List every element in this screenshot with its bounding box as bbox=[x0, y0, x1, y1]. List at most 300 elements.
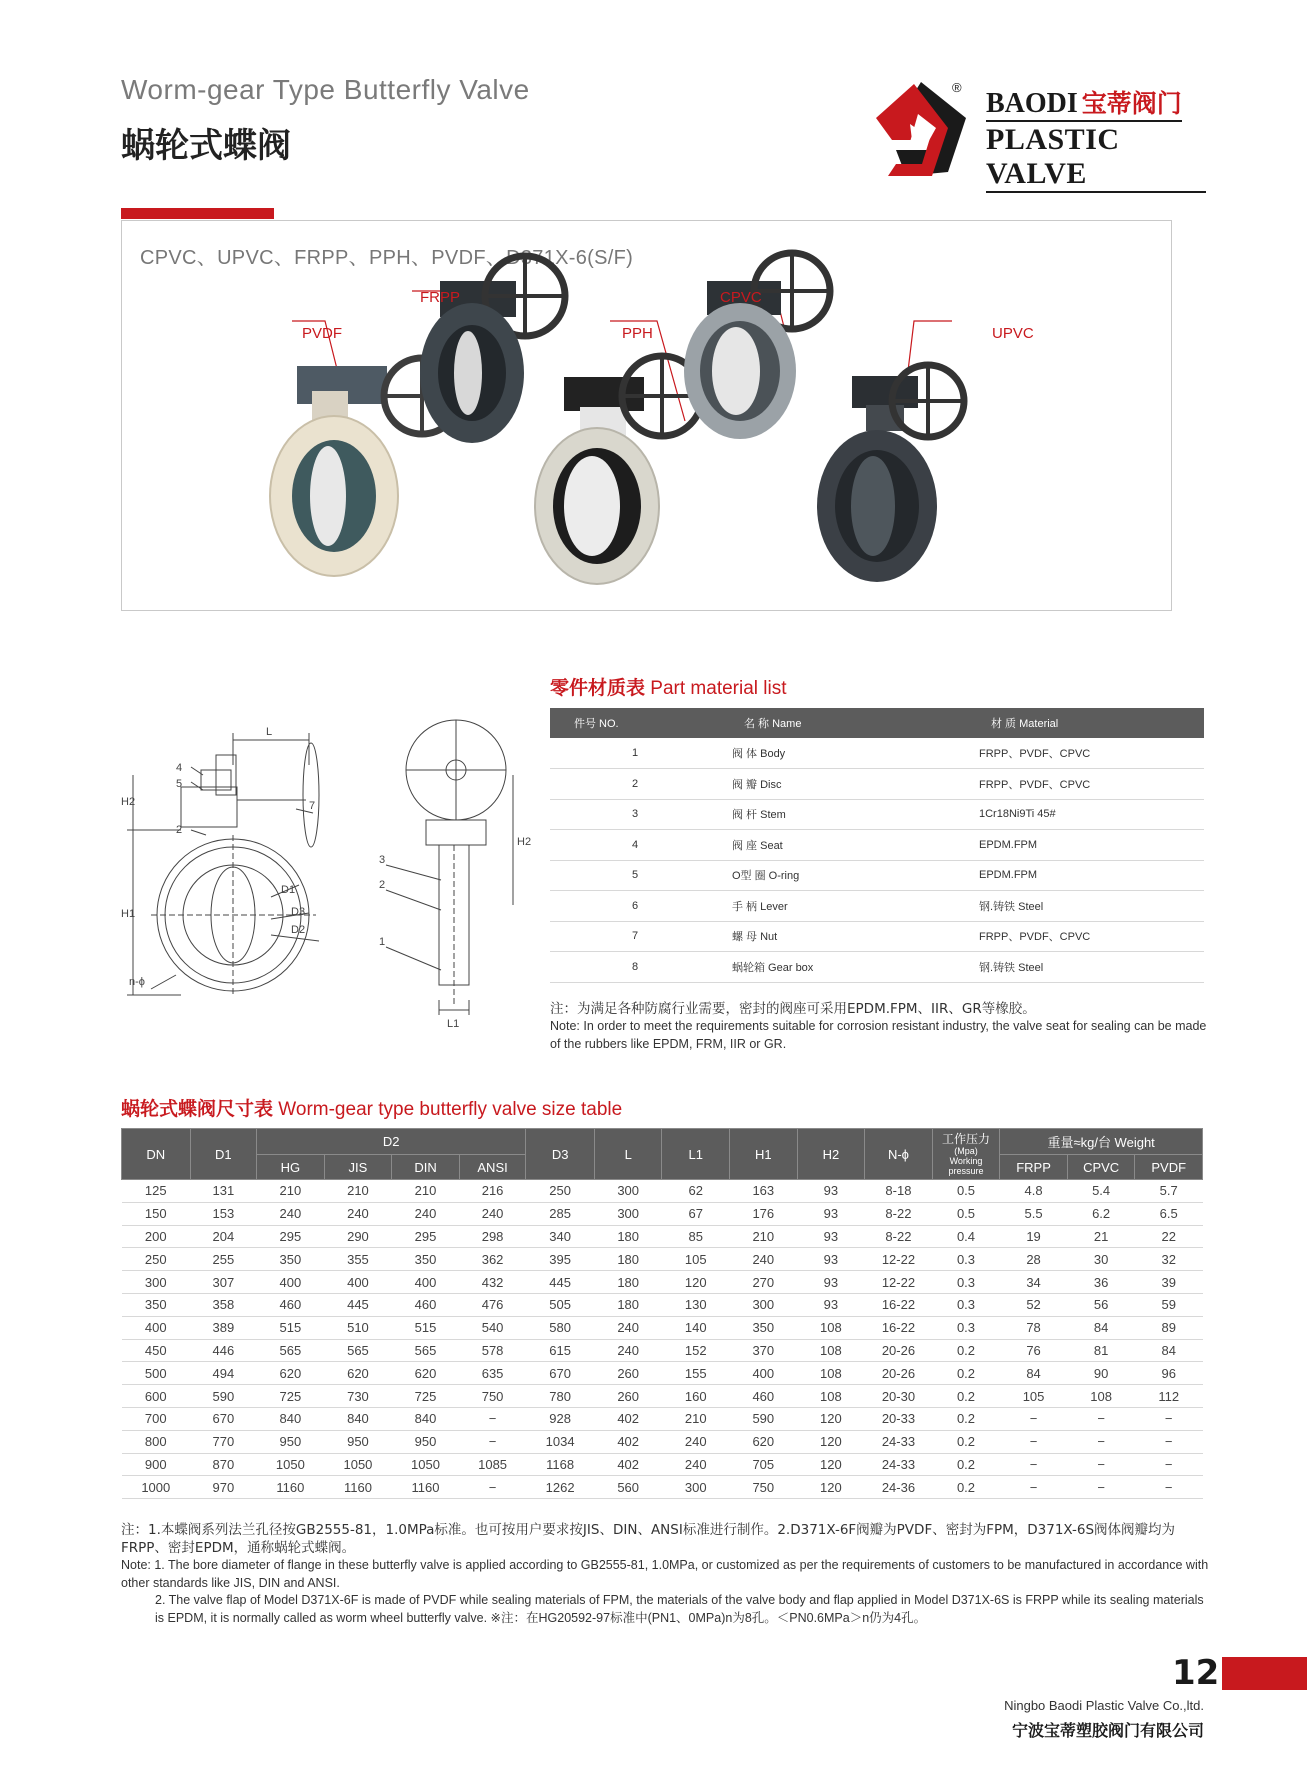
parts-row bbox=[550, 799, 1204, 830]
size-row bbox=[122, 1453, 1203, 1476]
size-cell-pvdf: 22 bbox=[1135, 1225, 1203, 1248]
footnote-en-1: Note: 1. The bore diameter of flange in these butterfly valve is applied according to GB2555-81, 1.0MPa, or customized as per the requirements of customers to be manufactured in accordance with other standards like JIS, DIN and ANSI. bbox=[121, 1558, 1209, 1590]
size-header-d3: D3 bbox=[526, 1129, 595, 1180]
size-cell-ansi: 476 bbox=[459, 1293, 526, 1316]
size-cell-l: 560 bbox=[594, 1476, 662, 1499]
parts-cell-material: 钢.铸铁 Steel bbox=[967, 952, 1204, 983]
pressure-unit: (Mpa) bbox=[954, 1145, 978, 1156]
size-cell-l1: 62 bbox=[662, 1180, 730, 1203]
pressure-en-2: pressure bbox=[948, 1165, 984, 1176]
size-cell-frpp: 105 bbox=[1000, 1385, 1068, 1408]
size-cell-n: 16-22 bbox=[865, 1293, 933, 1316]
size-cell-hg: 1050 bbox=[257, 1453, 325, 1476]
size-cell-din: 350 bbox=[392, 1248, 460, 1271]
size-cell-h1: 400 bbox=[730, 1362, 798, 1385]
size-cell-l: 180 bbox=[594, 1225, 662, 1248]
size-cell-h2: 93 bbox=[797, 1293, 865, 1316]
size-cell-jis: 730 bbox=[324, 1385, 392, 1408]
size-cell-h1: 370 bbox=[730, 1339, 798, 1362]
size-row bbox=[122, 1293, 1203, 1316]
size-cell-d3: 928 bbox=[526, 1407, 595, 1430]
parts-header-name: 名 称 Name bbox=[720, 708, 967, 738]
drawing-label-h1: H1 bbox=[121, 908, 136, 920]
baodi-logo-icon bbox=[866, 80, 976, 180]
technical-drawing bbox=[121, 705, 541, 1045]
size-cell-n: 8-18 bbox=[865, 1180, 933, 1203]
size-cell-n: 8-22 bbox=[865, 1202, 933, 1225]
footnote-en-2: 2. The valve flap of Model D371X-6F is made of PVDF while sealing materials of FPM, the materials of the valve body and flap applied in Model D371X-6S is FRPP while its sealing materials is EPDM, it is normally called as worm wheel butterfly valve. ※注：在HG20592-97标准中(PN1、0MPa)n为8孔。＜PN0.6MPa＞n仍为4孔。 bbox=[155, 1593, 1204, 1625]
drawing-label-l: L bbox=[266, 726, 273, 738]
size-cell-ansi: − bbox=[459, 1476, 526, 1499]
size-cell-h2: 93 bbox=[797, 1180, 865, 1203]
size-cell-d1: 204 bbox=[190, 1225, 257, 1248]
size-cell-cpvc: 36 bbox=[1067, 1271, 1135, 1294]
size-cell-dn: 150 bbox=[122, 1202, 191, 1225]
size-cell-h2: 120 bbox=[797, 1407, 865, 1430]
size-cell-din: 210 bbox=[392, 1180, 460, 1203]
size-cell-l: 240 bbox=[594, 1316, 662, 1339]
drawing-label-l1: L1 bbox=[447, 1018, 460, 1030]
size-cell-h1: 210 bbox=[730, 1225, 798, 1248]
parts-note-cn: 注：为满足各种防腐行业需要，密封的阀座可采用EPDM.FPM、IIR、GR等橡胶。 bbox=[550, 1001, 1036, 1017]
parts-row bbox=[550, 769, 1204, 800]
size-cell-pvdf: 39 bbox=[1135, 1271, 1203, 1294]
size-cell-l1: 210 bbox=[662, 1407, 730, 1430]
size-cell-jis: 840 bbox=[324, 1407, 392, 1430]
size-cell-dn: 250 bbox=[122, 1248, 191, 1271]
size-cell-n: 16-22 bbox=[865, 1316, 933, 1339]
size-cell-cpvc: 56 bbox=[1067, 1293, 1135, 1316]
size-cell-l: 180 bbox=[594, 1293, 662, 1316]
size-cell-hg: 350 bbox=[257, 1248, 325, 1271]
size-cell-cpvc: 21 bbox=[1067, 1225, 1135, 1248]
size-cell-dn: 400 bbox=[122, 1316, 191, 1339]
materials-line: CPVC、UPVC、FRPP、PPH、PVDF、D371X-6(S/F) bbox=[140, 247, 634, 269]
size-cell-l: 402 bbox=[594, 1453, 662, 1476]
size-cell-d3: 580 bbox=[526, 1316, 595, 1339]
size-cell-din: 1050 bbox=[392, 1453, 460, 1476]
logo-top-line bbox=[986, 88, 1182, 122]
size-cell-frpp: 76 bbox=[1000, 1339, 1068, 1362]
parts-note-en: Note: In order to meet the requirements suitable for corrosion resistant industry, the valve seat for sealing can be made of the rubbers like EPDM, FRM, IIR or GR. bbox=[550, 1019, 1207, 1051]
size-cell-h1: 163 bbox=[730, 1180, 798, 1203]
size-cell-frpp: 5.5 bbox=[1000, 1202, 1068, 1225]
size-cell-jis: 565 bbox=[324, 1339, 392, 1362]
size-cell-d3: 445 bbox=[526, 1271, 595, 1294]
parts-header-material: 材 质 Material bbox=[967, 708, 1204, 738]
parts-cell-no: 8 bbox=[550, 952, 720, 983]
size-cell-l1: 67 bbox=[662, 1202, 730, 1225]
size-cell-din: 240 bbox=[392, 1202, 460, 1225]
page-number: 12 bbox=[1172, 1653, 1220, 1693]
size-cell-h1: 350 bbox=[730, 1316, 798, 1339]
size-cell-pressure: 0.3 bbox=[932, 1316, 1000, 1339]
size-cell-pressure: 0.2 bbox=[932, 1385, 1000, 1408]
logo-bottom-line: PLASTIC VALVE bbox=[986, 123, 1206, 193]
logo-top-cn: 宝蒂阀门 bbox=[1081, 89, 1182, 118]
size-cell-pressure: 0.2 bbox=[932, 1407, 1000, 1430]
size-cell-ansi: 432 bbox=[459, 1271, 526, 1294]
size-cell-din: 460 bbox=[392, 1293, 460, 1316]
size-cell-l1: 240 bbox=[662, 1430, 730, 1453]
size-header-cpvc: CPVC bbox=[1067, 1155, 1135, 1180]
size-cell-jis: 1160 bbox=[324, 1476, 392, 1499]
size-cell-hg: 725 bbox=[257, 1385, 325, 1408]
size-cell-l: 180 bbox=[594, 1248, 662, 1271]
size-cell-pvdf: − bbox=[1135, 1453, 1203, 1476]
size-cell-n: 20-26 bbox=[865, 1339, 933, 1362]
size-cell-cpvc: − bbox=[1067, 1407, 1135, 1430]
size-cell-h2: 120 bbox=[797, 1453, 865, 1476]
size-cell-d1: 255 bbox=[190, 1248, 257, 1271]
size-cell-pvdf: 96 bbox=[1135, 1362, 1203, 1385]
size-cell-l: 180 bbox=[594, 1271, 662, 1294]
size-header-l: L bbox=[594, 1129, 662, 1180]
size-cell-l: 260 bbox=[594, 1385, 662, 1408]
size-cell-d1: 153 bbox=[190, 1202, 257, 1225]
size-cell-d3: 285 bbox=[526, 1202, 595, 1225]
size-cell-pressure: 0.5 bbox=[932, 1180, 1000, 1203]
pressure-cn: 工作压力 bbox=[941, 1131, 990, 1146]
size-header-jis: JIS bbox=[324, 1155, 392, 1180]
size-cell-n: 12-22 bbox=[865, 1248, 933, 1271]
size-cell-pressure: 0.3 bbox=[932, 1248, 1000, 1271]
size-cell-h2: 120 bbox=[797, 1430, 865, 1453]
size-cell-l1: 152 bbox=[662, 1339, 730, 1362]
size-cell-pressure: 0.2 bbox=[932, 1453, 1000, 1476]
size-cell-cpvc: − bbox=[1067, 1476, 1135, 1499]
size-cell-h2: 93 bbox=[797, 1202, 865, 1225]
size-cell-l1: 160 bbox=[662, 1385, 730, 1408]
size-header-pvdf: PVDF bbox=[1135, 1155, 1203, 1180]
size-cell-h1: 705 bbox=[730, 1453, 798, 1476]
size-cell-h2: 108 bbox=[797, 1362, 865, 1385]
size-cell-h2: 108 bbox=[797, 1316, 865, 1339]
size-cell-frpp: 19 bbox=[1000, 1225, 1068, 1248]
size-cell-hg: 460 bbox=[257, 1293, 325, 1316]
size-row bbox=[122, 1430, 1203, 1453]
label-pvdf: PVDF bbox=[302, 325, 343, 342]
size-header-n: N-ϕ bbox=[865, 1129, 933, 1180]
size-cell-h2: 93 bbox=[797, 1271, 865, 1294]
size-cell-d3: 615 bbox=[526, 1339, 595, 1362]
parts-cell-no: 2 bbox=[550, 769, 720, 800]
size-cell-l1: 105 bbox=[662, 1248, 730, 1271]
size-cell-n: 24-33 bbox=[865, 1430, 933, 1453]
size-cell-pvdf: − bbox=[1135, 1430, 1203, 1453]
size-header-l1: L1 bbox=[662, 1129, 730, 1180]
size-cell-h1: 300 bbox=[730, 1293, 798, 1316]
size-cell-l1: 85 bbox=[662, 1225, 730, 1248]
drawing-label-2: 2 bbox=[176, 824, 183, 836]
size-cell-frpp: − bbox=[1000, 1476, 1068, 1499]
size-cell-dn: 200 bbox=[122, 1225, 191, 1248]
size-cell-hg: 620 bbox=[257, 1362, 325, 1385]
size-cell-d1: 446 bbox=[190, 1339, 257, 1362]
size-cell-pressure: 0.4 bbox=[932, 1225, 1000, 1248]
parts-title bbox=[550, 673, 787, 700]
parts-cell-no: 5 bbox=[550, 860, 720, 891]
drawing-label-1: 1 bbox=[379, 936, 386, 948]
size-cell-cpvc: 90 bbox=[1067, 1362, 1135, 1385]
size-cell-frpp: 78 bbox=[1000, 1316, 1068, 1339]
size-cell-dn: 350 bbox=[122, 1293, 191, 1316]
page-title-cn: 蜗轮式蝶阀 bbox=[121, 126, 291, 166]
size-row bbox=[122, 1407, 1203, 1430]
size-row bbox=[122, 1180, 1203, 1203]
size-cell-h2: 93 bbox=[797, 1225, 865, 1248]
size-cell-d3: 250 bbox=[526, 1180, 595, 1203]
size-cell-d1: 870 bbox=[190, 1453, 257, 1476]
size-cell-hg: 400 bbox=[257, 1271, 325, 1294]
parts-header-no: 件号 NO. bbox=[550, 708, 720, 738]
size-cell-jis: 950 bbox=[324, 1430, 392, 1453]
size-cell-d1: 590 bbox=[190, 1385, 257, 1408]
size-cell-l1: 155 bbox=[662, 1362, 730, 1385]
parts-row bbox=[550, 738, 1204, 769]
size-cell-cpvc: 84 bbox=[1067, 1316, 1135, 1339]
company-name-cn: 宁波宝蒂塑胶阀门有限公司 bbox=[1011, 1721, 1204, 1740]
parts-cell-name: 手 柄 Lever bbox=[720, 891, 967, 922]
size-cell-h1: 270 bbox=[730, 1271, 798, 1294]
size-cell-hg: 950 bbox=[257, 1430, 325, 1453]
size-cell-d3: 340 bbox=[526, 1225, 595, 1248]
size-cell-hg: 240 bbox=[257, 1202, 325, 1225]
size-cell-ansi: 216 bbox=[459, 1180, 526, 1203]
size-cell-din: 950 bbox=[392, 1430, 460, 1453]
drawing-label-d1: D1 bbox=[281, 884, 296, 896]
size-cell-hg: 1160 bbox=[257, 1476, 325, 1499]
accent-bar bbox=[121, 208, 274, 219]
parts-cell-no: 6 bbox=[550, 891, 720, 922]
size-cell-jis: 510 bbox=[324, 1316, 392, 1339]
parts-cell-material: EPDM.FPM bbox=[967, 830, 1204, 861]
size-cell-hg: 210 bbox=[257, 1180, 325, 1203]
size-cell-din: 840 bbox=[392, 1407, 460, 1430]
size-cell-dn: 1000 bbox=[122, 1476, 191, 1499]
size-header-pressure bbox=[932, 1129, 1000, 1180]
size-cell-pressure: 0.2 bbox=[932, 1339, 1000, 1362]
size-cell-hg: 515 bbox=[257, 1316, 325, 1339]
parts-cell-name: 螺 母 Nut bbox=[720, 921, 967, 952]
parts-cell-name: 阀 体 Body bbox=[720, 738, 967, 769]
size-cell-pvdf: 84 bbox=[1135, 1339, 1203, 1362]
size-cell-n: 24-36 bbox=[865, 1476, 933, 1499]
logo-top-en: BAODI bbox=[986, 88, 1078, 119]
size-cell-l: 240 bbox=[594, 1339, 662, 1362]
parts-cell-material: FRPP、PVDF、CPVC bbox=[967, 769, 1204, 800]
size-table bbox=[121, 1128, 1203, 1499]
size-cell-n: 12-22 bbox=[865, 1271, 933, 1294]
size-cell-dn: 900 bbox=[122, 1453, 191, 1476]
size-cell-l1: 130 bbox=[662, 1293, 730, 1316]
parts-cell-material: FRPP、PVDF、CPVC bbox=[967, 738, 1204, 769]
size-cell-d1: 389 bbox=[190, 1316, 257, 1339]
size-cell-d3: 780 bbox=[526, 1385, 595, 1408]
size-cell-din: 1160 bbox=[392, 1476, 460, 1499]
size-cell-h1: 590 bbox=[730, 1407, 798, 1430]
size-cell-h1: 240 bbox=[730, 1248, 798, 1271]
size-header-h2: H2 bbox=[797, 1129, 865, 1180]
size-cell-n: 8-22 bbox=[865, 1225, 933, 1248]
drawing-label-4: 4 bbox=[176, 762, 183, 774]
label-upvc: UPVC bbox=[992, 325, 1034, 342]
size-cell-ansi: − bbox=[459, 1430, 526, 1453]
size-header-h1: H1 bbox=[730, 1129, 798, 1180]
size-cell-frpp: 28 bbox=[1000, 1248, 1068, 1271]
size-cell-dn: 700 bbox=[122, 1407, 191, 1430]
size-cell-l: 402 bbox=[594, 1407, 662, 1430]
size-cell-ansi: 240 bbox=[459, 1202, 526, 1225]
parts-cell-name: 蜗轮箱 Gear box bbox=[720, 952, 967, 983]
size-cell-cpvc: − bbox=[1067, 1430, 1135, 1453]
size-cell-n: 24-33 bbox=[865, 1453, 933, 1476]
frpp-valve-image bbox=[420, 256, 565, 443]
size-cell-dn: 300 bbox=[122, 1271, 191, 1294]
size-row bbox=[122, 1476, 1203, 1499]
size-cell-d1: 670 bbox=[190, 1407, 257, 1430]
size-row bbox=[122, 1271, 1203, 1294]
label-cpvc: CPVC bbox=[720, 289, 762, 306]
size-cell-din: 515 bbox=[392, 1316, 460, 1339]
size-cell-din: 295 bbox=[392, 1225, 460, 1248]
parts-table bbox=[550, 708, 1204, 983]
size-cell-ansi: 1085 bbox=[459, 1453, 526, 1476]
drawing-label-n-phi: n-ϕ bbox=[129, 976, 145, 988]
size-header-ansi: ANSI bbox=[459, 1155, 526, 1180]
size-cell-pressure: 0.5 bbox=[932, 1202, 1000, 1225]
size-header-d2: D2 bbox=[257, 1129, 526, 1155]
size-cell-jis: 400 bbox=[324, 1271, 392, 1294]
size-cell-d1: 131 bbox=[190, 1180, 257, 1203]
size-cell-pressure: 0.2 bbox=[932, 1430, 1000, 1453]
parts-cell-name: O型 圈 O-ring bbox=[720, 860, 967, 891]
footnote-cn: 注：1.本蝶阀系列法兰孔径按GB2555-81，1.0MPa标准。也可按用户要求按JIS、DIN、ANSI标准进行制作。2.D371X-6F阀瓣为PVDF、密封为FPM，D371X-6S阀体阀瓣均为FRPP、密封EPDM，通称蜗轮式蝶阀。 bbox=[121, 1522, 1176, 1556]
size-cell-ansi: 362 bbox=[459, 1248, 526, 1271]
size-header-weight: 重量≈kg/台 Weight bbox=[1000, 1129, 1203, 1155]
valve-photos bbox=[122, 221, 1173, 612]
size-cell-ansi: 578 bbox=[459, 1339, 526, 1362]
size-cell-frpp: 34 bbox=[1000, 1271, 1068, 1294]
size-cell-frpp: − bbox=[1000, 1453, 1068, 1476]
size-header-dn: DN bbox=[122, 1129, 191, 1180]
size-cell-jis: 445 bbox=[324, 1293, 392, 1316]
drawing-label-5: 5 bbox=[176, 778, 183, 790]
size-cell-dn: 600 bbox=[122, 1385, 191, 1408]
size-cell-h1: 176 bbox=[730, 1202, 798, 1225]
size-cell-dn: 800 bbox=[122, 1430, 191, 1453]
brand-logo bbox=[866, 80, 1206, 190]
size-cell-l1: 300 bbox=[662, 1476, 730, 1499]
footer-accent-bar bbox=[1222, 1657, 1307, 1690]
size-cell-d1: 358 bbox=[190, 1293, 257, 1316]
size-cell-cpvc: 6.2 bbox=[1067, 1202, 1135, 1225]
size-row bbox=[122, 1248, 1203, 1271]
size-cell-jis: 290 bbox=[324, 1225, 392, 1248]
size-cell-pvdf: 32 bbox=[1135, 1248, 1203, 1271]
size-cell-hg: 840 bbox=[257, 1407, 325, 1430]
size-row bbox=[122, 1362, 1203, 1385]
size-cell-ansi: 298 bbox=[459, 1225, 526, 1248]
pressure-en-1: Working bbox=[949, 1155, 983, 1166]
size-cell-h2: 108 bbox=[797, 1339, 865, 1362]
parts-cell-name: 阀 座 Seat bbox=[720, 830, 967, 861]
size-cell-hg: 565 bbox=[257, 1339, 325, 1362]
size-cell-jis: 1050 bbox=[324, 1453, 392, 1476]
size-cell-jis: 355 bbox=[324, 1248, 392, 1271]
parts-cell-no: 1 bbox=[550, 738, 720, 769]
drawing-label-3: 3 bbox=[379, 854, 386, 866]
size-cell-h1: 750 bbox=[730, 1476, 798, 1499]
size-cell-l: 402 bbox=[594, 1430, 662, 1453]
size-cell-pressure: 0.2 bbox=[932, 1476, 1000, 1499]
size-cell-d3: 1168 bbox=[526, 1453, 595, 1476]
size-cell-l1: 120 bbox=[662, 1271, 730, 1294]
parts-cell-no: 3 bbox=[550, 799, 720, 830]
size-header-din: DIN bbox=[392, 1155, 460, 1180]
size-cell-h2: 108 bbox=[797, 1385, 865, 1408]
parts-title-en: Part material list bbox=[650, 678, 787, 699]
footnotes bbox=[121, 1521, 1211, 1627]
size-row bbox=[122, 1202, 1203, 1225]
size-row bbox=[122, 1385, 1203, 1408]
size-cell-pvdf: 89 bbox=[1135, 1316, 1203, 1339]
size-cell-cpvc: − bbox=[1067, 1453, 1135, 1476]
size-table-title bbox=[121, 1094, 622, 1121]
parts-cell-material: 钢.铸铁 Steel bbox=[967, 891, 1204, 922]
size-cell-n: 20-33 bbox=[865, 1407, 933, 1430]
size-cell-d1: 970 bbox=[190, 1476, 257, 1499]
parts-cell-material: FRPP、PVDF、CPVC bbox=[967, 921, 1204, 952]
size-cell-jis: 620 bbox=[324, 1362, 392, 1385]
size-cell-frpp: 4.8 bbox=[1000, 1180, 1068, 1203]
parts-cell-no: 4 bbox=[550, 830, 720, 861]
size-cell-din: 725 bbox=[392, 1385, 460, 1408]
size-cell-pvdf: − bbox=[1135, 1407, 1203, 1430]
size-cell-n: 20-26 bbox=[865, 1362, 933, 1385]
drawing-label-h2-right: H2 bbox=[517, 836, 532, 848]
size-cell-din: 620 bbox=[392, 1362, 460, 1385]
label-frpp: FRPP bbox=[420, 289, 461, 306]
size-cell-pvdf: 59 bbox=[1135, 1293, 1203, 1316]
size-cell-h1: 620 bbox=[730, 1430, 798, 1453]
size-cell-dn: 125 bbox=[122, 1180, 191, 1203]
parts-row bbox=[550, 952, 1204, 983]
parts-row bbox=[550, 830, 1204, 861]
size-cell-frpp: 84 bbox=[1000, 1362, 1068, 1385]
parts-cell-material: EPDM.FPM bbox=[967, 860, 1204, 891]
parts-row bbox=[550, 921, 1204, 952]
size-cell-cpvc: 108 bbox=[1067, 1385, 1135, 1408]
size-cell-frpp: − bbox=[1000, 1407, 1068, 1430]
drawing-label-2-side: 2 bbox=[379, 879, 386, 891]
size-cell-dn: 500 bbox=[122, 1362, 191, 1385]
size-cell-pvdf: 112 bbox=[1135, 1385, 1203, 1408]
size-title-cn: 蜗轮式蝶阀尺寸表 bbox=[121, 1098, 274, 1120]
size-cell-frpp: 52 bbox=[1000, 1293, 1068, 1316]
parts-row bbox=[550, 891, 1204, 922]
size-cell-frpp: − bbox=[1000, 1430, 1068, 1453]
size-cell-jis: 240 bbox=[324, 1202, 392, 1225]
size-header-frpp: FRPP bbox=[1000, 1155, 1068, 1180]
size-cell-ansi: 750 bbox=[459, 1385, 526, 1408]
size-cell-pressure: 0.3 bbox=[932, 1293, 1000, 1316]
size-cell-n: 20-30 bbox=[865, 1385, 933, 1408]
size-header-hg: HG bbox=[257, 1155, 325, 1180]
size-cell-l: 300 bbox=[594, 1202, 662, 1225]
page-title-en: Worm-gear Type Butterfly Valve bbox=[121, 74, 530, 105]
company-name-en: Ningbo Baodi Plastic Valve Co.,ltd. bbox=[1004, 1698, 1204, 1713]
